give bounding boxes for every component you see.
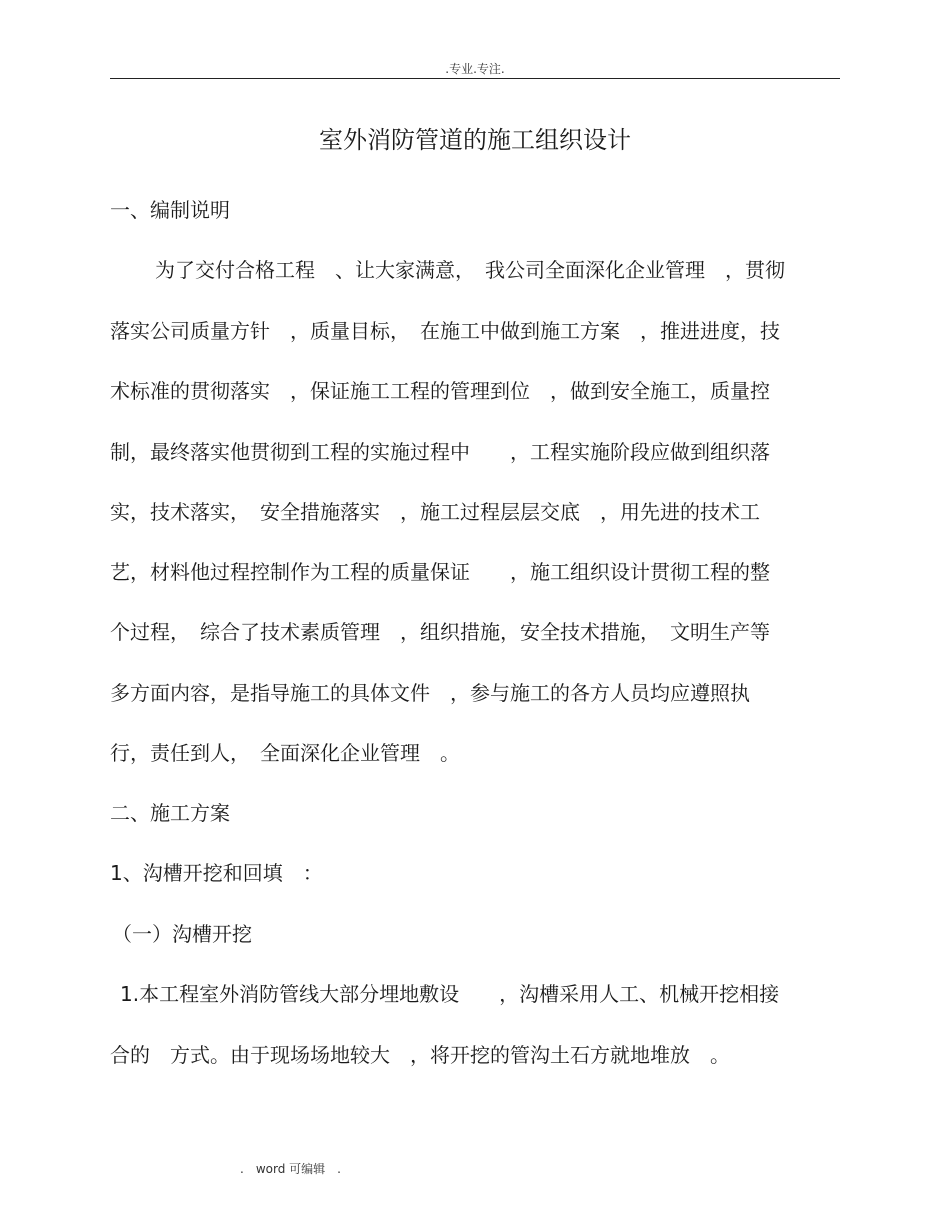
subsection-heading: 1、沟槽开挖和回填 ： bbox=[110, 861, 323, 885]
paragraph-line: 艺，材料他过程控制作为工程的质量保证 ，施工组织设计贯彻工程的整 bbox=[110, 560, 770, 584]
document-title: 室外消防管道的施工组织设计 bbox=[319, 126, 631, 154]
header-rule bbox=[110, 78, 840, 79]
paragraph-line: 落实公司质量方针 ，质量目标， 在施工中做到施工方案 ，推进进度，技 bbox=[110, 319, 780, 343]
paragraph-line: 实，技术落实， 安全措施落实 ，施工过程层层交底 ，用先进的技术工 bbox=[110, 500, 760, 524]
section-heading-2: 二、施工方案 bbox=[110, 801, 230, 825]
section-heading-1: 一、编制说明 bbox=[110, 198, 230, 222]
page-header: .专业.专注. bbox=[445, 62, 505, 76]
paragraph-line: 为了交付合格工程 、让大家满意， 我公司全面深化企业管理 ，贯彻 bbox=[155, 258, 785, 282]
paragraph-line: 制，最终落实他贯彻到工程的实施过程中 ，工程实施阶段应做到组织落 bbox=[110, 440, 770, 464]
paragraph-line: 个过程， 综合了技术素质管理 ，组织措施，安全技术措施， 文明生产等 bbox=[110, 620, 770, 644]
paragraph-line: 术标准的贯彻落实 ，保证施工工程的管理到位 ，做到安全施工，质量控 bbox=[110, 379, 770, 403]
paragraph-line: 1.本工程室外消防管线大部分埋地敷设 ，沟槽采用人工、机械开挖相接 bbox=[120, 982, 780, 1006]
paragraph-line: 多方面内容，是指导施工的具体文件 ，参与施工的各方人员均应遵照执 bbox=[110, 681, 750, 705]
page-footer: . word 可编辑 . bbox=[240, 1162, 341, 1176]
sub-subsection-heading: （一）沟槽开挖 bbox=[112, 922, 252, 946]
paragraph-line: 行，责任到人， 全面深化企业管理 。 bbox=[110, 741, 460, 765]
paragraph-line: 合的 方式。由于现场场地较大 ，将开挖的管沟土石方就地堆放 。 bbox=[110, 1043, 730, 1067]
